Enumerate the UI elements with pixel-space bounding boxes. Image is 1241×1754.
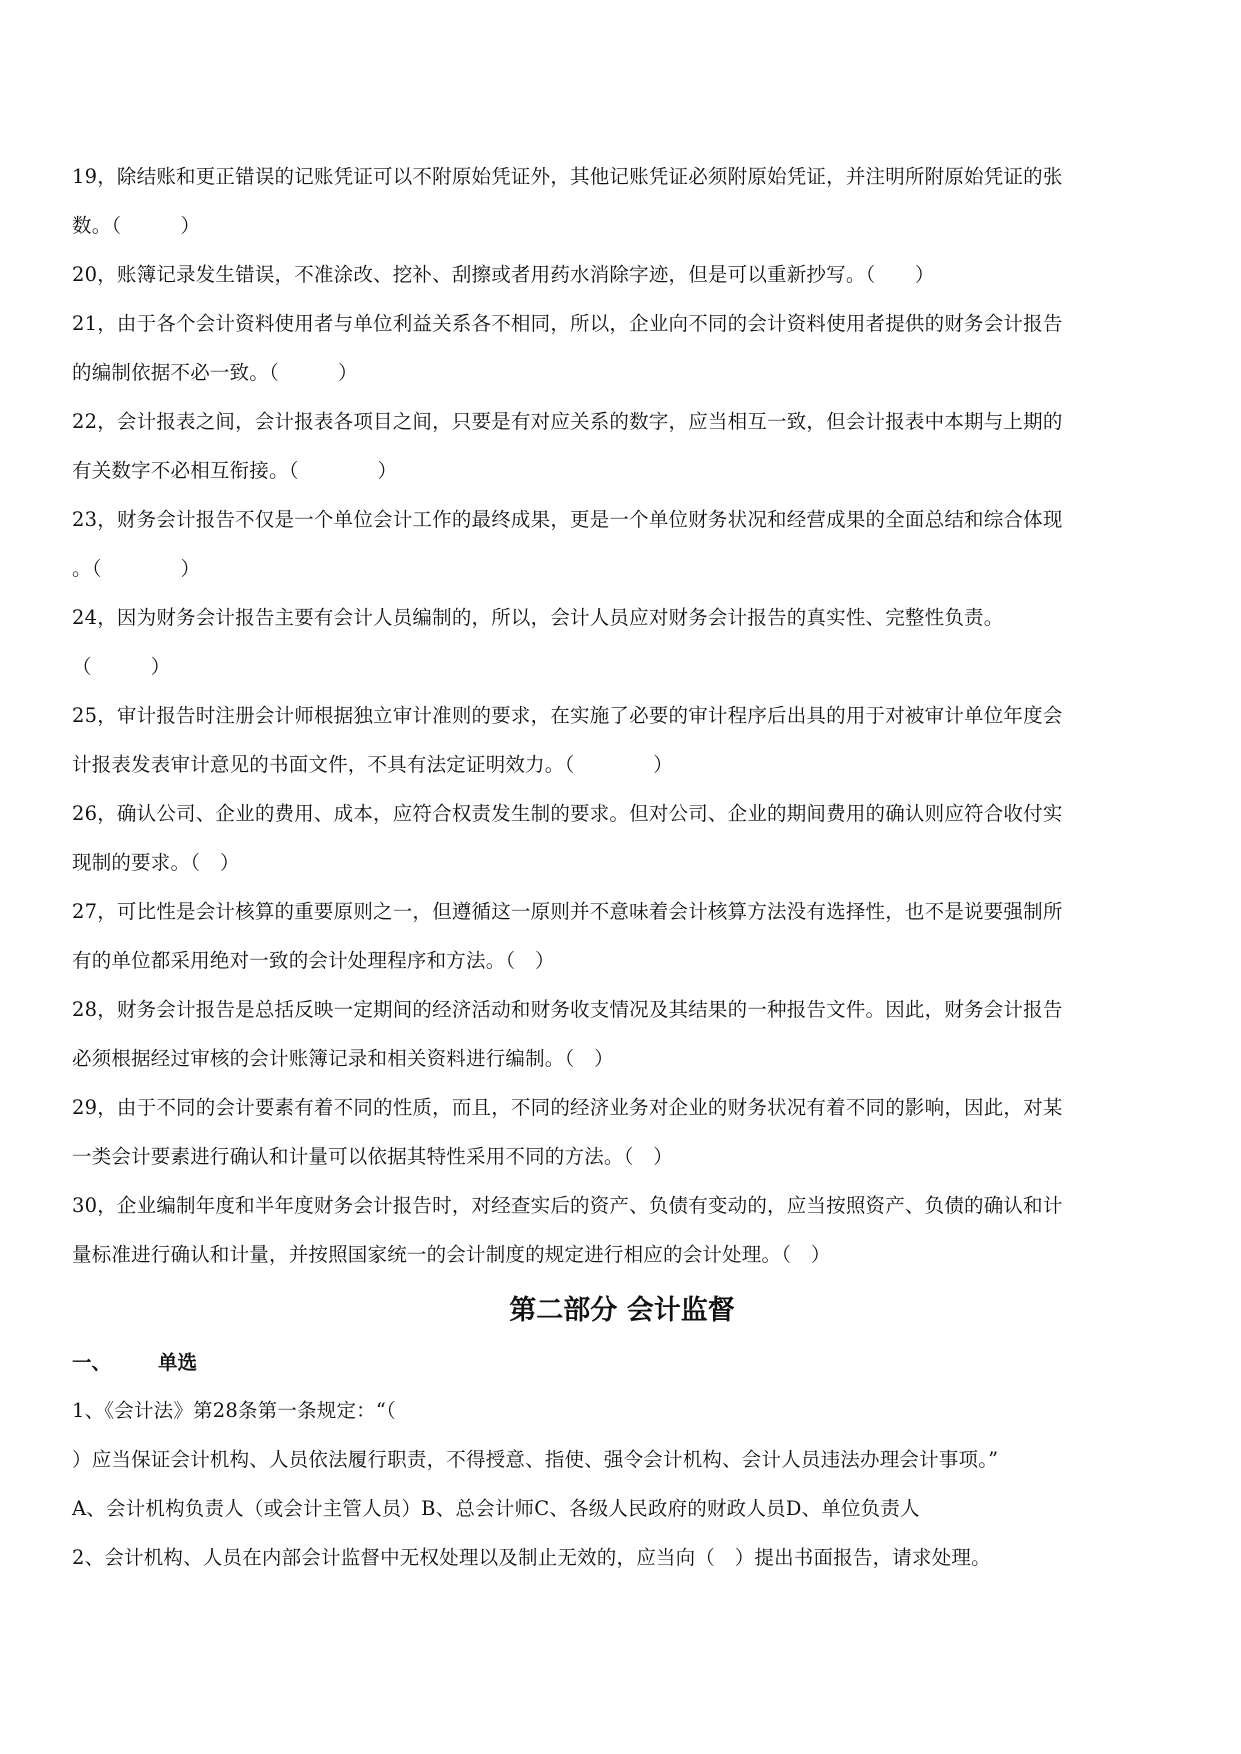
q29-line-2: 一类会计要素进行确认和计量可以依据其特性采用不同的方法。（ ） bbox=[72, 1145, 673, 1168]
q23-line-2: 。（ ） bbox=[72, 557, 201, 580]
mc1-line-2: ）应当保证会计机构、人员依法履行职责，不得授意、指使、强令会计机构、会计人员违法办理会计事项。” bbox=[72, 1448, 999, 1471]
q26-line-2: 现制的要求。（ ） bbox=[72, 851, 240, 874]
q20-line-1: 20，账簿记录发生错误，不准涂改、挖补、刮擦或者用药水消除字迹，但是可以重新抄写。（ ） bbox=[72, 263, 935, 286]
subsection-label: 单选 bbox=[158, 1351, 198, 1374]
page-content bbox=[72, 152, 1172, 1582]
subsection-heading bbox=[72, 1339, 1172, 1386]
q19-line-2: 数。（ ） bbox=[72, 214, 201, 237]
mc2-line-1: 2、会计机构、人员在内部会计监督中无权处理以及制止无效的，应当向（ ）提出书面报告，请求处理。 bbox=[72, 1546, 991, 1569]
q22-line-1: 22，会计报表之间，会计报表各项目之间，只要是有对应关系的数字，应当相互一致，但会计报表中本期与上期的 bbox=[72, 410, 1063, 433]
q27-line-2: 有的单位都采用绝对一致的会计处理程序和方法。（ ） bbox=[72, 949, 555, 972]
q25-line-2: 计报表发表审计意见的书面文件，不具有法定证明效力。（ ） bbox=[72, 753, 673, 776]
mc1-options: A、会计机构负责人（或会计主管人员）B、总会计师C、各级人民政府的财政人员D、单位负责人 bbox=[72, 1497, 920, 1520]
section-title: 第二部分 会计监督 bbox=[509, 1295, 735, 1326]
q30-line-1: 30，企业编制年度和半年度财务会计报告时，对经查实后的资产、负债有变动的，应当按照资产、负债的确认和计 bbox=[72, 1194, 1063, 1217]
q25-line-1: 25，审计报告时注册会计师根据独立审计准则的要求，在实施了必要的审计程序后出具的用于对被审计单位年度会 bbox=[72, 704, 1063, 727]
q30-line-2: 量标准进行确认和计量，并按照国家统一的会计制度的规定进行相应的会计处理。（ ） bbox=[72, 1243, 831, 1266]
q21-line-1: 21，由于各个会计资料使用者与单位利益关系各不相同，所以，企业向不同的会计资料使用者提供的财务会计报告 bbox=[72, 312, 1063, 335]
single-choice-questions bbox=[72, 1386, 1172, 1582]
q28-line-1: 28，财务会计报告是总括反映一定期间的经济活动和财务收支情况及其结果的一种报告文件。因此，财务会计报告 bbox=[72, 998, 1063, 1021]
q19-line-1: 19，除结账和更正错误的记账凭证可以不附原始凭证外，其他记账凭证必须附原始凭证，并注明所附原始凭证的张 bbox=[72, 165, 1063, 188]
q22-line-2: 有关数字不必相互衔接。（ ） bbox=[72, 459, 398, 482]
subsection-number: 一、 bbox=[72, 1351, 112, 1374]
q28-line-2: 必须根据经过审核的会计账簿记录和相关资料进行编制。（ ） bbox=[72, 1047, 614, 1070]
q23-line-1: 23，财务会计报告不仅是一个单位会计工作的最终成果，更是一个单位财务状况和经营成果的全面总结和综合体现 bbox=[72, 508, 1063, 531]
q26-line-1: 26，确认公司、企业的费用、成本，应符合权责发生制的要求。但对公司、企业的期间费用的确认则应符合收付实 bbox=[72, 802, 1063, 825]
q29-line-1: 29，由于不同的会计要素有着不同的性质，而且，不同的经济业务对企业的财务状况有着不同的影响，因此，对某 bbox=[72, 1096, 1063, 1119]
true-false-questions bbox=[72, 152, 1172, 1279]
q24-line-2: （ ） bbox=[72, 655, 171, 678]
mc1-line-1: 1、《会计法》第28条第一条规定：“（ bbox=[72, 1399, 396, 1422]
q24-line-1: 24，因为财务会计报告主要有会计人员编制的，所以，会计人员应对财务会计报告的真实性、完整性负责。 bbox=[72, 606, 1004, 629]
q21-line-2: 的编制依据不必一致。（ ） bbox=[72, 361, 358, 384]
q27-line-1: 27，可比性是会计核算的重要原则之一，但遵循这一原则并不意味着会计核算方法没有选择性，也不是说要强制所 bbox=[72, 900, 1063, 923]
